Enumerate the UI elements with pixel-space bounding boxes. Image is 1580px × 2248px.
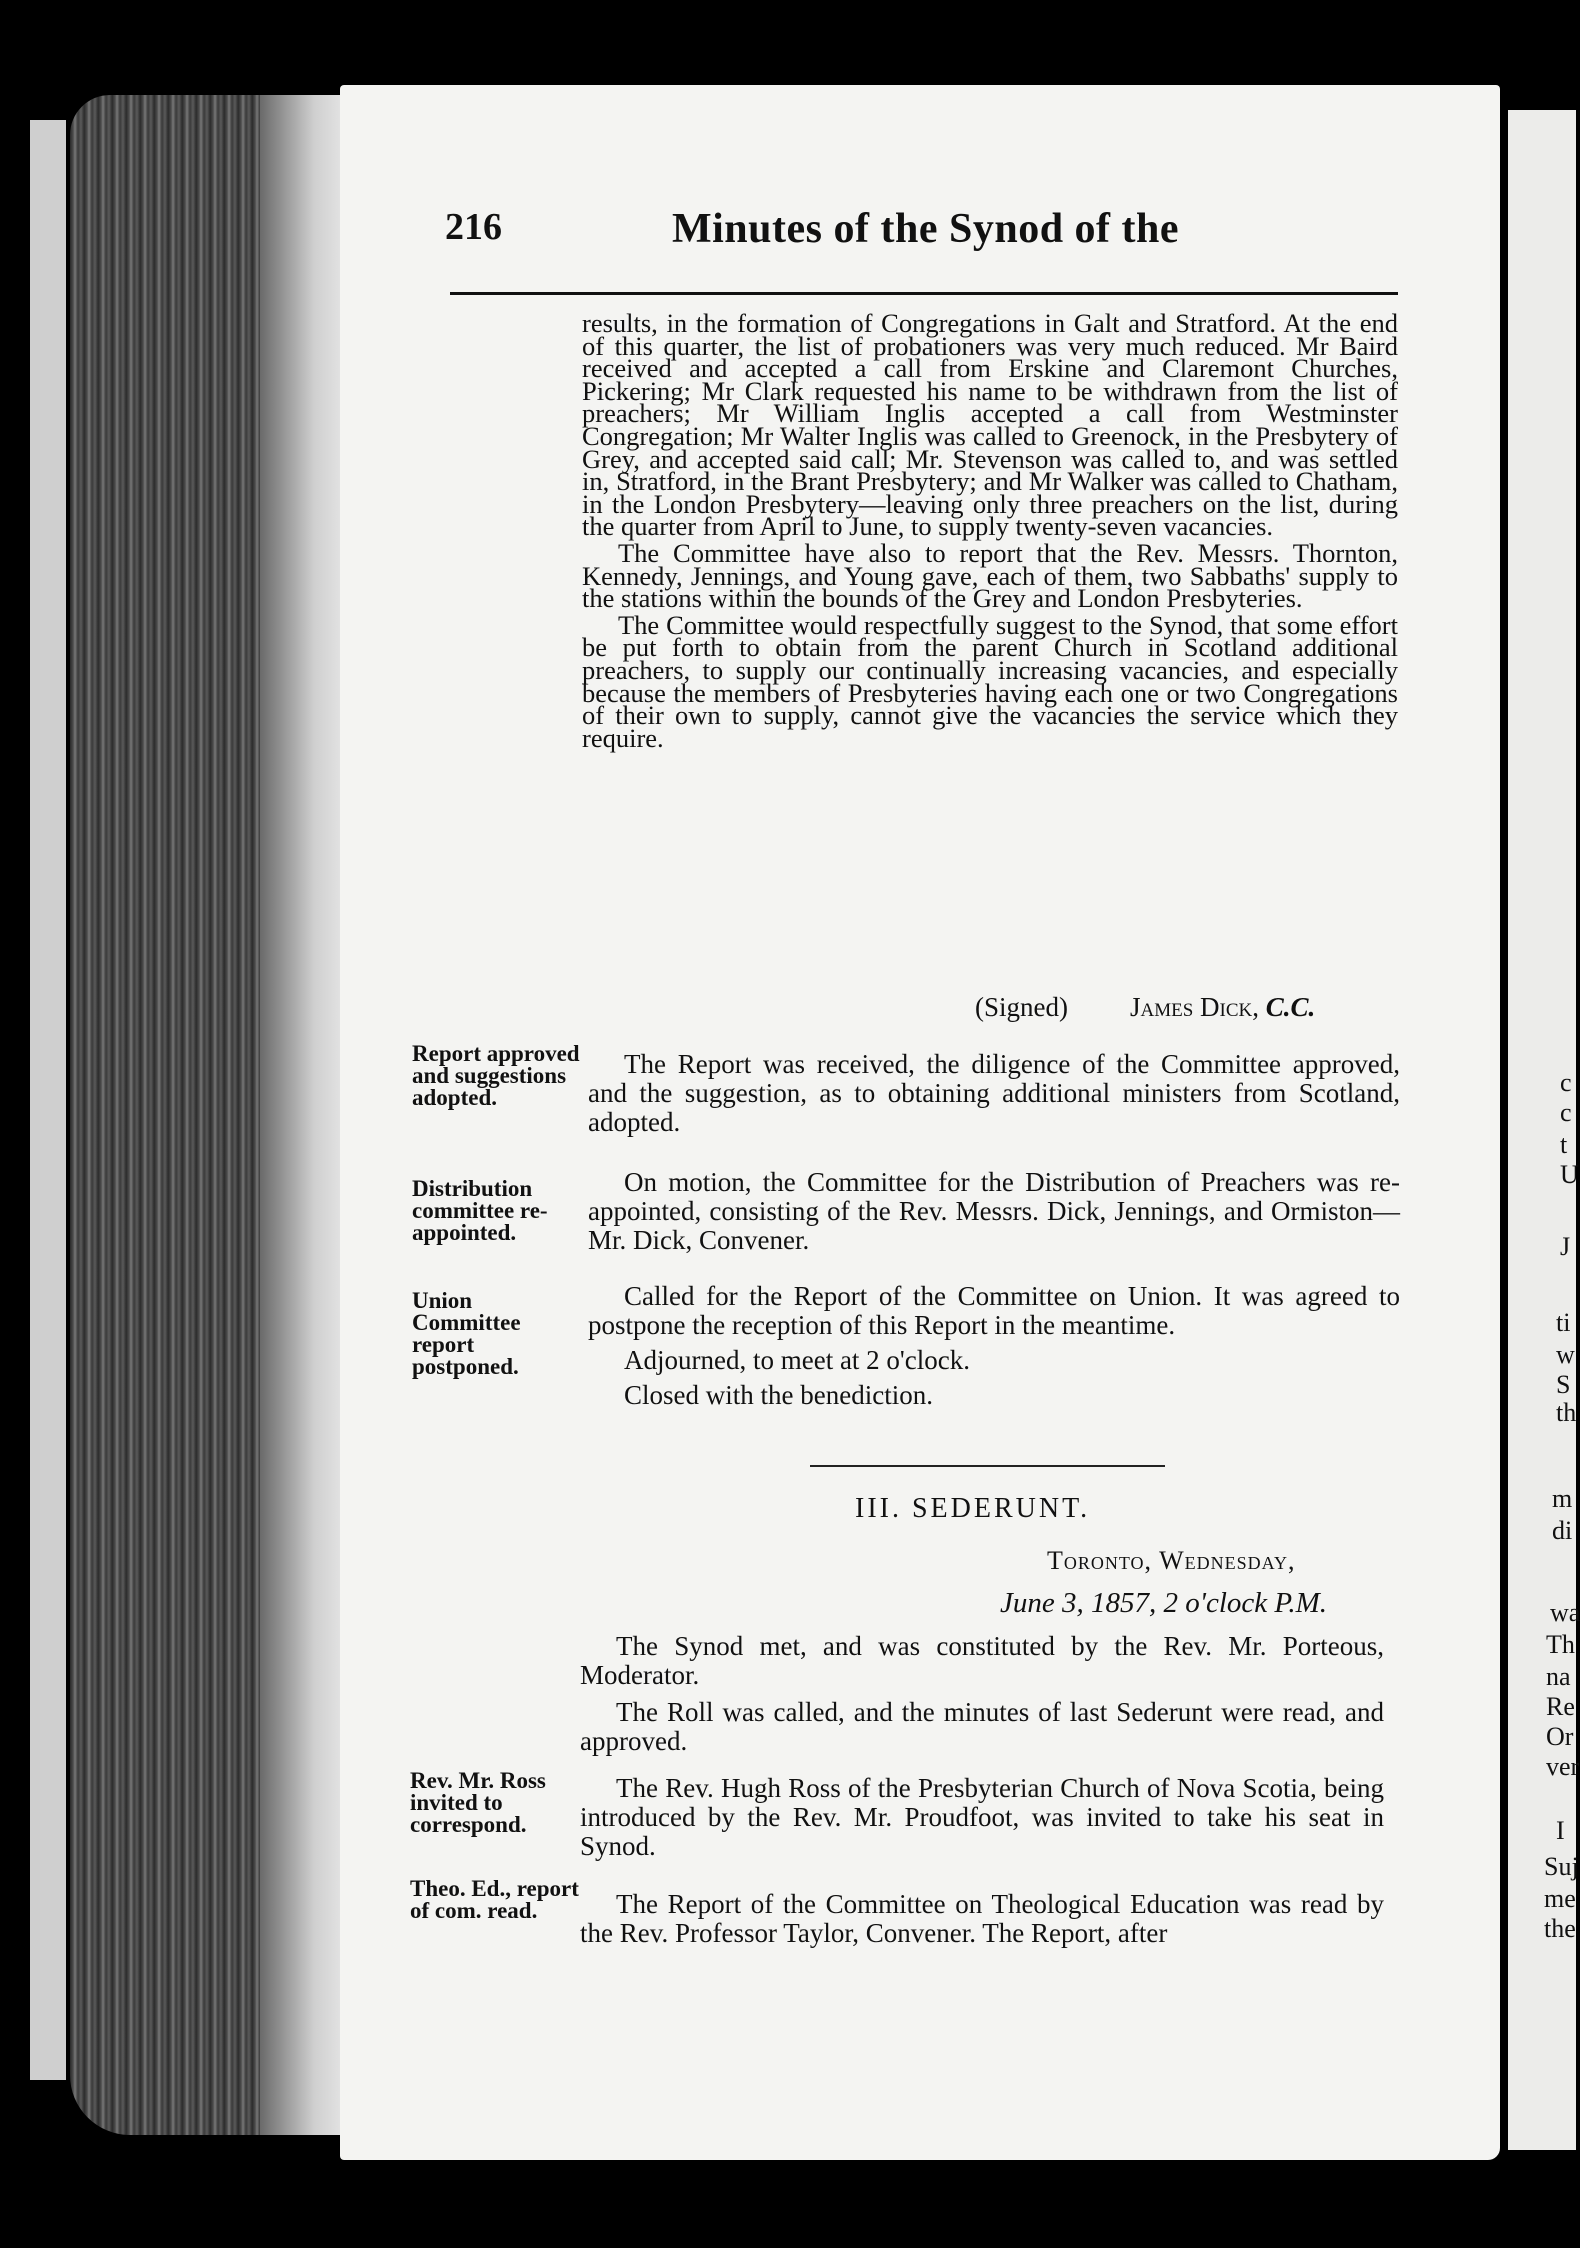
section-paragraph: The Report of the Committee on Theological Education was read by the Rev. Professor Taylor, Convener. The Report, after bbox=[580, 1889, 1384, 1948]
sederunt-title: III. SEDERUNT. bbox=[855, 1493, 1091, 1524]
signatory-title: C.C. bbox=[1265, 992, 1316, 1022]
facing-page-fragment: c bbox=[1560, 1068, 1572, 1097]
sederunt-body bbox=[580, 1632, 1384, 1756]
section-paragraph: On motion, the Committee for the Distribution of Preachers was re-appointed, consisting of the Rev. Messrs. Dick, Jennings, and Ormiston—Mr. Dick, Convener. bbox=[588, 1167, 1400, 1255]
scanner-edge bbox=[30, 120, 66, 2080]
adjourned-line: Adjourned, to meet at 2 o'clock. bbox=[624, 1345, 971, 1375]
facing-page-fragment: U bbox=[1560, 1160, 1579, 1189]
facing-page-fragment: t bbox=[1560, 1130, 1568, 1159]
facing-page-fragment: na bbox=[1546, 1662, 1571, 1691]
facing-page-fragment: wa bbox=[1550, 1598, 1580, 1627]
facing-page-fragment: Suj bbox=[1544, 1852, 1579, 1881]
facing-page-fragment: th bbox=[1556, 1398, 1577, 1427]
facing-page-fragment: Or bbox=[1546, 1722, 1574, 1751]
facing-page-fragment: c bbox=[1560, 1098, 1572, 1127]
margin-note: Distribution committee re-appointed. bbox=[412, 1176, 548, 1245]
paragraph: The Roll was called, and the minutes of last Sederunt were read, and approved. bbox=[580, 1697, 1384, 1756]
sederunt-place: Toronto, Wednesday, bbox=[1047, 1546, 1296, 1575]
facing-page-fragment: J bbox=[1560, 1232, 1571, 1261]
paragraph: The Committee would respectfully suggest to the Synod, that some effort be put forth to obtain from the parent Church in Scotland additional preachers, to supply our continually increasing vacancies, and especially because the members of Presbyteries having each one or two Congregations of their own to supply, cannot give the vacancies the service which they require. bbox=[582, 609, 1398, 753]
margin-note: Rev. Mr. Ross invited to correspond. bbox=[410, 1768, 546, 1837]
header-rule bbox=[450, 292, 1398, 295]
section-paragraph: The Report was received, the diligence of the Committee approved, and the suggestion, as to obtaining additional ministers from Scotland, adopted. bbox=[588, 1049, 1400, 1137]
facing-page-fragment: Re bbox=[1546, 1692, 1575, 1721]
facing-page-fragment: S bbox=[1556, 1370, 1571, 1399]
signed-label: (Signed) bbox=[975, 992, 1068, 1022]
section-paragraph: The Rev. Hugh Ross of the Presbyterian Church of Nova Scotia, being introduced by the Rev. Mr. Proudfoot, was invited to take his seat in Synod. bbox=[580, 1773, 1384, 1861]
facing-page-fragment: m bbox=[1552, 1484, 1573, 1513]
section-paragraph: Called for the Report of the Committee on Union. It was agreed to postpone the reception of this Report in the meantime. Adjourned, to meet at 2 o'clock. Closed with the benediction. bbox=[588, 1281, 1400, 1410]
margin-note: Union Committee report postponed. bbox=[412, 1288, 521, 1379]
section-rule bbox=[810, 1465, 1165, 1467]
margin-note: Theo. Ed., report of com. read. bbox=[410, 1876, 579, 1923]
signatory-name: James Dick, bbox=[1129, 992, 1259, 1022]
paragraph: The Synod met, and was constituted by the Rev. Mr. Porteous, Moderator. bbox=[580, 1631, 1384, 1690]
page-number: 216 bbox=[445, 206, 502, 248]
facing-page-fragment: ti bbox=[1556, 1308, 1571, 1337]
signature-line bbox=[975, 992, 1315, 1023]
facing-page-fragment: w bbox=[1556, 1340, 1575, 1369]
facing-page-fragment: the bbox=[1544, 1914, 1576, 1943]
body-top bbox=[582, 308, 1398, 753]
paragraph: The Committee have also to report that the Rev. Messrs. Thornton, Kennedy, Jennings, and Young gave, each of them, two Sabbaths' supply to the stations within the bounds of the Grey and London Presbyteries. bbox=[582, 537, 1398, 614]
closed-line: Closed with the benediction. bbox=[624, 1380, 933, 1410]
facing-page-fragment: ver bbox=[1546, 1752, 1580, 1781]
running-head: Minutes of the Synod of the bbox=[672, 206, 1180, 252]
book-spine-shadow bbox=[260, 95, 350, 2135]
facing-page-fragment: I bbox=[1556, 1816, 1565, 1845]
facing-page-fragment: me bbox=[1544, 1884, 1576, 1913]
facing-page-fragment: Th bbox=[1546, 1630, 1575, 1659]
margin-note: Report approved and suggestions adopted. bbox=[412, 1041, 580, 1110]
sederunt-date: June 3, 1857, 2 o'clock P.M. bbox=[1000, 1587, 1328, 1619]
paragraph: results, in the formation of Congregations in Galt and Stratford. At the end of this quarter, the list of probationers was very much reduced. Mr Baird received and accepted a call from Erskine and Claremont Churches, Pickering; Mr Clark requested his name to be withdrawn from the list of preachers; Mr William Inglis accepted a call from Westminster Congregation; Mr Walter Inglis was called to Greenock, in the Presbytery of Grey, and accepted said call; Mr. Stevenson was called to, and was settled in, Stratford, in the Brant Presbytery; and Mr Walker was called to Chatham, in the London Presbytery—leaving only three preachers on the list, during the quarter from April to June, to supply twenty-seven vacancies. bbox=[582, 308, 1398, 542]
facing-page-fragment: di bbox=[1552, 1516, 1573, 1545]
